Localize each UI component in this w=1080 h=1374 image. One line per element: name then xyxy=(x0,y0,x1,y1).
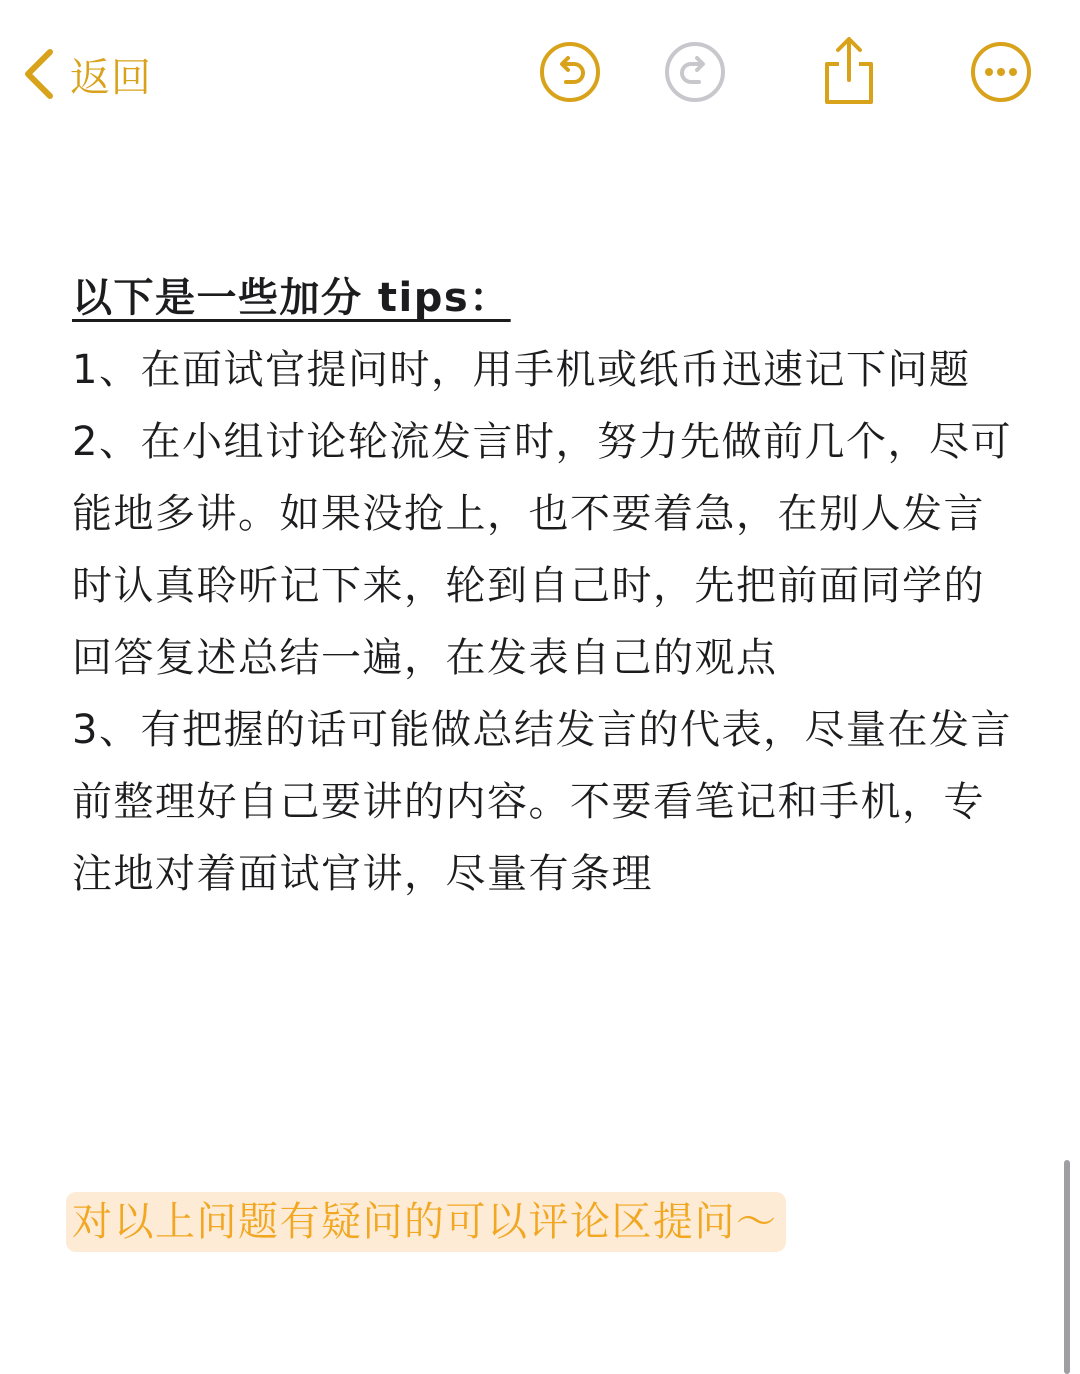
navigation-bar xyxy=(0,0,1080,140)
redo-icon xyxy=(663,40,727,104)
tip-item-3: 3、有把握的话可能做总结发言的代表，尽量在发言前整理好自己要讲的内容。不要看笔记和手机，专注地对着面试官讲，尽量有条理 xyxy=(72,707,1012,897)
tip-item-1: 1、在面试官提问时，用手机或纸币迅速记下问题 xyxy=(72,347,971,393)
highlight-block xyxy=(66,1192,786,1252)
redo-button[interactable] xyxy=(663,40,727,104)
undo-button[interactable] xyxy=(538,40,602,104)
share-icon xyxy=(817,34,881,106)
scrollbar[interactable] xyxy=(1064,1160,1070,1374)
tip-item-2: 2、在小组讨论轮流发言时，努力先做前几个，尽可能地多讲。如果没抢上，也不要着急，在别人发言时认真聆听记下来，轮到自己时，先把前面同学的回答复述总结一遍，在发表自己的观点 xyxy=(72,419,1012,681)
tips-heading: 以下是一些加分 tips： xyxy=(72,275,511,321)
more-icon xyxy=(969,40,1033,104)
more-button[interactable] xyxy=(969,40,1033,104)
undo-icon xyxy=(538,40,602,104)
back-label: 返回 xyxy=(70,54,152,101)
share-button[interactable] xyxy=(817,34,881,106)
back-button[interactable] xyxy=(22,42,152,106)
chevron-left-icon xyxy=(22,48,56,100)
note-body[interactable] xyxy=(72,262,1012,910)
highlighted-note: 对以上问题有疑问的可以评论区提问～ xyxy=(66,1192,786,1252)
